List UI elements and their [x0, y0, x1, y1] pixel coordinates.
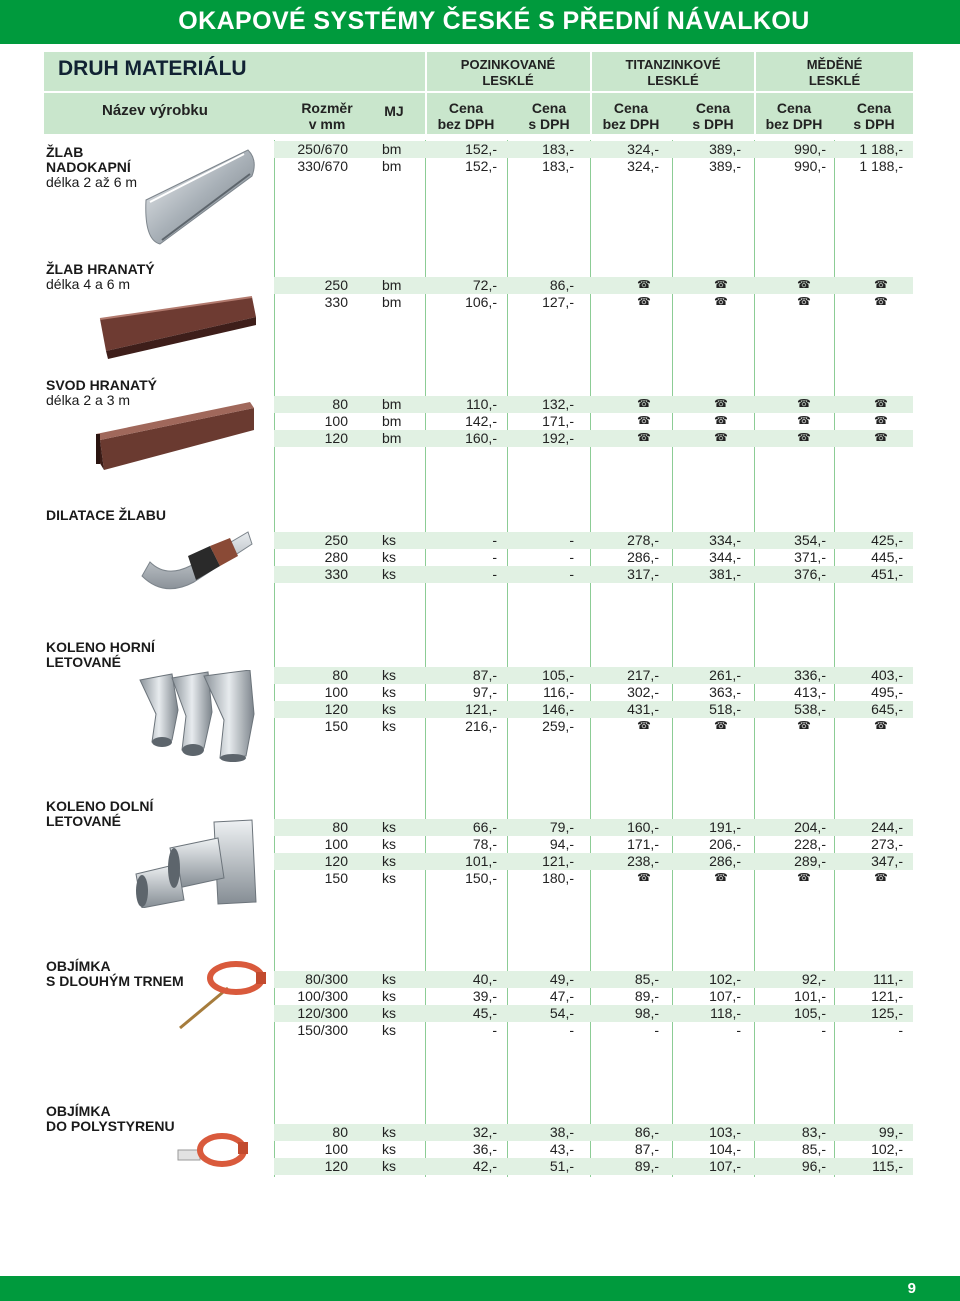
size-cell: 250	[324, 532, 348, 548]
phone-icon: ☎	[874, 872, 888, 884]
product-name	[46, 640, 155, 670]
price-cell: 150,-	[465, 870, 497, 886]
size-cell: 120	[324, 701, 348, 717]
price-cell: 990,-	[794, 141, 826, 157]
material-finish: LESKLÉ	[808, 73, 861, 88]
unit-cell: bm	[382, 141, 402, 157]
price-cell: 354,-	[794, 532, 826, 548]
material-name: POZINKOVANÉ	[460, 57, 556, 72]
price-cell: 217,-	[627, 667, 659, 683]
price-cell: -	[492, 532, 497, 548]
price-cell: -	[492, 566, 497, 582]
price-header-line: s DPH	[853, 116, 895, 132]
price-cell: -	[569, 1022, 574, 1038]
price-header-line: Cena	[856, 100, 892, 116]
upper-elbows-image	[138, 670, 260, 762]
price-cell: -	[736, 1022, 741, 1038]
price-cell: 990,-	[794, 158, 826, 174]
price-cell: 116,-	[543, 684, 574, 700]
phone-icon: ☎	[797, 398, 811, 410]
phone-icon: ☎	[714, 296, 728, 308]
price-cell: 302,-	[627, 684, 659, 700]
price-cell: 403,-	[871, 667, 903, 683]
price-cell: 381,-	[709, 566, 741, 582]
unit-cell: ks	[382, 1005, 396, 1021]
price-cell: 413,-	[794, 684, 826, 700]
product-name	[46, 508, 166, 523]
price-header-line: Cena	[613, 100, 649, 116]
size-cell: 120	[324, 1158, 348, 1174]
price-cell: 115,-	[872, 1158, 903, 1174]
price-cell: 85,-	[634, 971, 659, 987]
unit-column-header: MJ	[384, 103, 404, 119]
price-cell: -	[654, 1022, 659, 1038]
price-cell: 336,-	[794, 667, 826, 683]
price-cell: 451,-	[871, 566, 903, 582]
price-cell: 118,-	[710, 1005, 741, 1021]
unit-cell: ks	[382, 684, 396, 700]
price-cell: 121,-	[871, 988, 903, 1004]
price-cell: 376,-	[794, 566, 826, 582]
phone-icon: ☎	[874, 415, 888, 427]
product-title-line: LETOVANÉ	[46, 654, 121, 670]
price-column-header	[591, 100, 671, 132]
price-cell: 183,-	[542, 141, 574, 157]
phone-icon: ☎	[874, 296, 888, 308]
phone-icon: ☎	[714, 398, 728, 410]
unit-cell: ks	[382, 971, 396, 987]
product-title-line: DILATACE ŽLABU	[46, 507, 167, 523]
price-cell: 363,-	[709, 684, 741, 700]
unit-cell: ks	[382, 1141, 396, 1157]
price-cell: 66,-	[472, 819, 497, 835]
unit-cell: ks	[382, 870, 396, 886]
product-length-note: délka 2 až 6 m	[46, 174, 138, 190]
price-cell: 495,-	[871, 684, 903, 700]
phone-icon: ☎	[637, 415, 651, 427]
price-cell: 206,-	[709, 836, 741, 852]
price-cell: 102,-	[709, 971, 741, 987]
price-cell: 79,-	[549, 819, 574, 835]
material-finish: LESKLÉ	[482, 73, 534, 88]
phone-icon: ☎	[874, 720, 888, 732]
price-header-line: Cena	[448, 100, 484, 116]
phone-icon: ☎	[637, 296, 651, 308]
header-divider	[44, 91, 913, 93]
unit-cell: bm	[382, 430, 402, 446]
size-column-header	[292, 100, 362, 132]
price-cell: 43,-	[549, 1141, 574, 1157]
unit-cell: ks	[382, 1124, 396, 1140]
price-cell: 132,-	[542, 396, 574, 412]
price-cell: 72,-	[472, 277, 497, 293]
size-cell: 100	[324, 684, 348, 700]
price-cell: 191,-	[709, 819, 741, 835]
phone-icon: ☎	[714, 432, 728, 444]
price-cell: 107,-	[709, 988, 741, 1004]
material-name: MĚDĚNÉ	[806, 57, 863, 72]
price-cell: 105,-	[794, 1005, 826, 1021]
price-cell: 371,-	[794, 549, 826, 565]
price-cell: 142,-	[465, 413, 497, 429]
product-name	[46, 1104, 175, 1134]
price-cell: 389,-	[709, 158, 741, 174]
unit-cell: ks	[382, 718, 396, 734]
price-cell: -	[898, 1022, 903, 1038]
price-cell: 45,-	[472, 1005, 497, 1021]
price-cell: 152,-	[465, 141, 497, 157]
unit-cell: ks	[382, 1158, 396, 1174]
price-cell: -	[569, 549, 574, 565]
price-cell: -	[821, 1022, 826, 1038]
page-number: 9	[907, 1280, 916, 1297]
price-cell: 47,-	[549, 988, 574, 1004]
price-cell: 121,-	[465, 701, 497, 717]
material-label: DRUH MATERIÁLU	[58, 57, 247, 80]
unit-cell: ks	[382, 566, 396, 582]
price-cell: 244,-	[871, 819, 903, 835]
phone-icon: ☎	[797, 296, 811, 308]
price-cell: 538,-	[794, 701, 826, 717]
size-cell: 250	[324, 277, 348, 293]
product-column-header: Název výrobku	[102, 102, 208, 119]
price-cell: 152,-	[465, 158, 497, 174]
phone-icon: ☎	[637, 398, 651, 410]
price-cell: 183,-	[542, 158, 574, 174]
product-title-line: DO POLYSTYRENU	[46, 1118, 175, 1134]
price-cell: 286,-	[709, 853, 741, 869]
product-title-line: LETOVANÉ	[46, 813, 121, 829]
price-cell: 1 188,-	[859, 158, 903, 174]
phone-icon: ☎	[637, 720, 651, 732]
unit-cell: bm	[382, 396, 402, 412]
gutter-half-round-image	[140, 140, 260, 258]
price-column-header	[673, 100, 753, 132]
price-cell: 86,-	[549, 277, 574, 293]
price-cell: 192,-	[542, 430, 574, 446]
price-cell: 42,-	[472, 1158, 497, 1174]
price-cell: -	[492, 1022, 497, 1038]
unit-cell: ks	[382, 549, 396, 565]
price-column-header	[754, 100, 834, 132]
price-cell: 86,-	[634, 1124, 659, 1140]
price-cell: 98,-	[634, 1005, 659, 1021]
price-header-line: bez DPH	[765, 116, 823, 132]
price-cell: 278,-	[627, 532, 659, 548]
price-cell: 106,-	[465, 294, 497, 310]
product-title-line: KOLENO DOLNÍ	[46, 798, 154, 814]
price-cell: 273,-	[871, 836, 903, 852]
price-cell: 204,-	[794, 819, 826, 835]
price-header-line: Cena	[695, 100, 731, 116]
price-cell: 334,-	[709, 532, 741, 548]
price-cell: 389,-	[709, 141, 741, 157]
price-cell: 32,-	[472, 1124, 497, 1140]
price-cell: 83,-	[801, 1124, 826, 1140]
price-cell: 1 188,-	[859, 141, 903, 157]
downpipe-square-image	[94, 400, 258, 482]
price-cell: 105,-	[542, 667, 574, 683]
price-cell: 39,-	[472, 988, 497, 1004]
size-header-line: v mm	[308, 116, 346, 132]
size-cell: 120	[324, 430, 348, 446]
price-cell: 146,-	[542, 701, 574, 717]
price-cell: 645,-	[871, 701, 903, 717]
size-cell: 80	[332, 667, 348, 683]
price-cell: 344,-	[709, 549, 741, 565]
price-cell: 171,-	[542, 413, 574, 429]
unit-cell: ks	[382, 667, 396, 683]
product-length-note: délka 4 a 6 m	[46, 276, 131, 292]
material-galvanized	[426, 57, 590, 89]
price-cell: 171,-	[627, 836, 659, 852]
product-length-note: délka 2 a 3 m	[46, 392, 131, 408]
size-cell: 100	[324, 413, 348, 429]
product-title-line: OBJÍMKA	[46, 958, 111, 974]
price-cell: 87,-	[472, 667, 497, 683]
product-title-line: S DLOUHÝM TRNEM	[46, 973, 184, 989]
price-cell: 101,-	[794, 988, 826, 1004]
price-cell: 85,-	[801, 1141, 826, 1157]
price-cell: 89,-	[634, 988, 659, 1004]
price-cell: -	[569, 532, 574, 548]
price-cell: 103,-	[709, 1124, 741, 1140]
phone-icon: ☎	[797, 432, 811, 444]
price-cell: 97,-	[472, 684, 497, 700]
price-cell: 160,-	[627, 819, 659, 835]
size-header-line: Rozměr	[301, 100, 353, 116]
size-cell: 150	[324, 718, 348, 734]
price-cell: 324,-	[627, 158, 659, 174]
product-title-line: ŽLAB	[46, 144, 84, 160]
price-cell: 102,-	[871, 1141, 903, 1157]
material-name: TITANZINKOVÉ	[625, 57, 721, 72]
size-cell: 330	[324, 566, 348, 582]
row-stripe	[274, 277, 913, 294]
price-header-line: Cena	[776, 100, 812, 116]
material-finish: LESKLÉ	[647, 73, 699, 88]
price-cell: 92,-	[801, 971, 826, 987]
price-header-line: bez DPH	[437, 116, 495, 132]
price-cell: 111,-	[873, 971, 903, 987]
phone-icon: ☎	[714, 872, 728, 884]
price-cell: 49,-	[549, 971, 574, 987]
size-cell: 100	[324, 836, 348, 852]
price-cell: 99,-	[878, 1124, 903, 1140]
price-cell: 89,-	[634, 1158, 659, 1174]
product-title-line: OBJÍMKA	[46, 1103, 111, 1119]
price-cell: 261,-	[709, 667, 741, 683]
price-cell: 180,-	[542, 870, 574, 886]
price-cell: 431,-	[627, 701, 659, 717]
price-cell: 51,-	[549, 1158, 574, 1174]
price-cell: 518,-	[709, 701, 741, 717]
price-header-line: s DPH	[692, 116, 734, 132]
size-cell: 150/300	[297, 1022, 348, 1038]
price-cell: 317,-	[627, 566, 659, 582]
size-cell: 120	[324, 853, 348, 869]
product-name	[46, 145, 137, 190]
unit-cell: bm	[382, 413, 402, 429]
price-cell: 101,-	[465, 853, 497, 869]
row-stripe	[274, 396, 913, 413]
unit-cell: ks	[382, 701, 396, 717]
price-cell: 228,-	[794, 836, 826, 852]
phone-icon: ☎	[637, 872, 651, 884]
unit-cell: bm	[382, 277, 402, 293]
phone-icon: ☎	[797, 415, 811, 427]
price-cell: 36,-	[472, 1141, 497, 1157]
price-cell: 104,-	[709, 1141, 741, 1157]
unit-cell: ks	[382, 819, 396, 835]
product-title-line: SVOD HRANATÝ	[46, 377, 157, 393]
unit-cell: ks	[382, 853, 396, 869]
price-cell: 425,-	[871, 532, 903, 548]
footer-bar	[0, 1276, 960, 1301]
material-titanzinc	[592, 57, 754, 89]
unit-cell: ks	[382, 836, 396, 852]
price-cell: 107,-	[709, 1158, 741, 1174]
price-cell: 445,-	[871, 549, 903, 565]
phone-icon: ☎	[874, 279, 888, 291]
product-title-line: KOLENO HORNÍ	[46, 639, 155, 655]
size-cell: 80	[332, 1124, 348, 1140]
size-cell: 80/300	[305, 971, 348, 987]
unit-cell: ks	[382, 532, 396, 548]
phone-icon: ☎	[637, 432, 651, 444]
price-cell: 96,-	[801, 1158, 826, 1174]
price-cell: 38,-	[549, 1124, 574, 1140]
price-cell: 289,-	[794, 853, 826, 869]
row-stripe	[274, 430, 913, 447]
phone-icon: ☎	[637, 279, 651, 291]
page-title: OKAPOVÉ SYSTÉMY ČESKÉ S PŘEDNÍ NÁVALKOU	[178, 7, 810, 35]
price-cell: 121,-	[542, 853, 574, 869]
price-cell: 347,-	[871, 853, 903, 869]
size-cell: 100/300	[297, 988, 348, 1004]
size-cell: 330	[324, 294, 348, 310]
phone-icon: ☎	[874, 398, 888, 410]
product-name	[46, 262, 155, 292]
price-cell: 259,-	[542, 718, 574, 734]
size-cell: 120/300	[297, 1005, 348, 1021]
gutter-expansion-image	[134, 526, 258, 606]
price-header-line: Cena	[531, 100, 567, 116]
unit-cell: bm	[382, 294, 402, 310]
size-cell: 150	[324, 870, 348, 886]
phone-icon: ☎	[714, 415, 728, 427]
product-title-line: NADOKAPNÍ	[46, 159, 131, 175]
gutter-square-image	[96, 295, 258, 367]
unit-cell: ks	[382, 1022, 396, 1038]
product-title-line: ŽLAB HRANATÝ	[46, 261, 155, 277]
price-cell: 324,-	[627, 141, 659, 157]
phone-icon: ☎	[714, 279, 728, 291]
product-name	[46, 959, 184, 989]
size-cell: 100	[324, 1141, 348, 1157]
price-cell: 110,-	[466, 396, 497, 412]
size-cell: 330/670	[297, 158, 348, 174]
size-cell: 250/670	[297, 141, 348, 157]
unit-cell: bm	[382, 158, 402, 174]
size-cell: 80	[332, 396, 348, 412]
unit-cell: ks	[382, 988, 396, 1004]
price-cell: 160,-	[465, 430, 497, 446]
pipe-clamp-long-spike-image	[176, 958, 266, 1032]
lower-elbows-image	[130, 818, 260, 908]
phone-icon: ☎	[797, 720, 811, 732]
size-cell: 80	[332, 819, 348, 835]
price-column-header	[426, 100, 506, 132]
price-cell: 78,-	[472, 836, 497, 852]
phone-icon: ☎	[874, 432, 888, 444]
price-cell: 238,-	[627, 853, 659, 869]
phone-icon: ☎	[797, 279, 811, 291]
phone-icon: ☎	[714, 720, 728, 732]
price-cell: 216,-	[465, 718, 497, 734]
price-cell: 125,-	[871, 1005, 903, 1021]
price-cell: 40,-	[472, 971, 497, 987]
pipe-clamp-polystyrene-image	[176, 1130, 250, 1172]
price-column-header	[509, 100, 589, 132]
price-cell: 94,-	[549, 836, 574, 852]
price-cell: 286,-	[627, 549, 659, 565]
price-header-line: bez DPH	[602, 116, 660, 132]
phone-icon: ☎	[797, 872, 811, 884]
size-cell: 280	[324, 549, 348, 565]
price-cell: 54,-	[549, 1005, 574, 1021]
price-cell: 87,-	[634, 1141, 659, 1157]
price-header-line: s DPH	[528, 116, 570, 132]
price-cell: -	[569, 566, 574, 582]
price-column-header	[834, 100, 914, 132]
price-cell: 127,-	[542, 294, 574, 310]
price-cell: -	[492, 549, 497, 565]
material-copper	[756, 57, 913, 89]
